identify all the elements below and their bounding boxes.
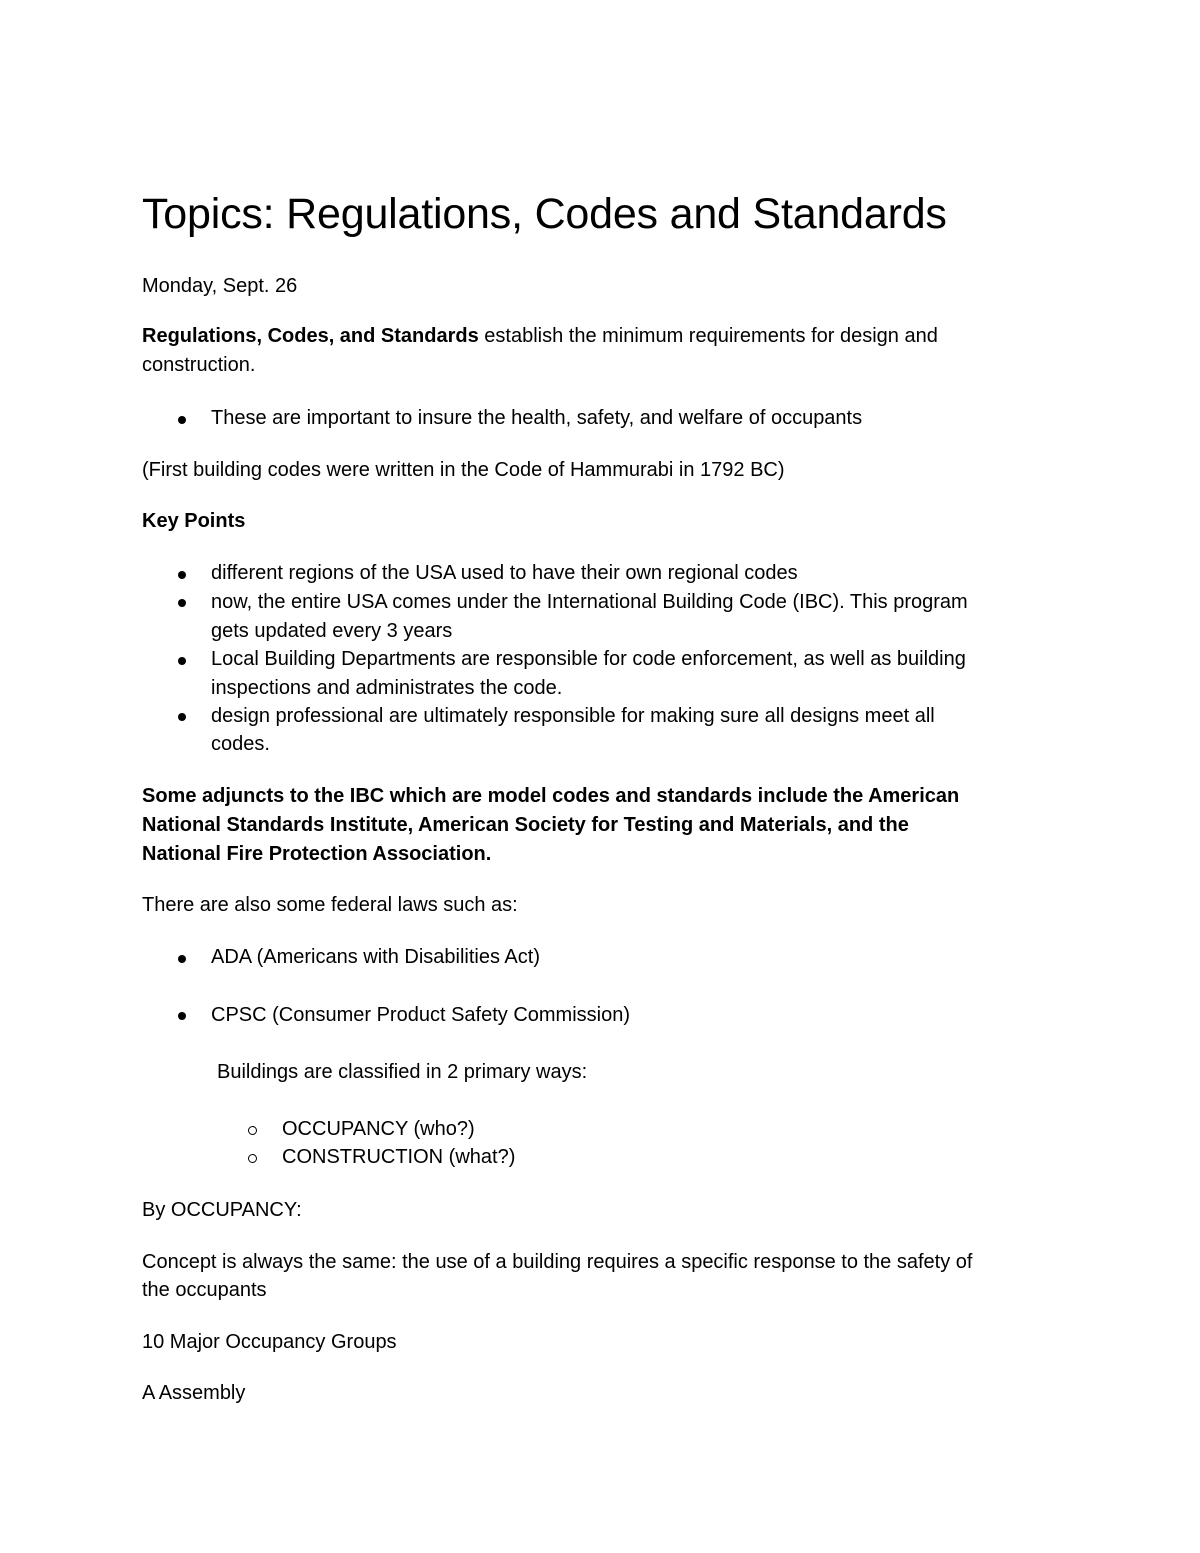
intro-line-1-rest: establish the minimum requirements for design and [478, 325, 938, 347]
key-point-3-line-1: Local Building Departments are responsible for code enforcement, as well as building [211, 648, 966, 670]
hollow-bullet-icon [248, 1126, 257, 1135]
key-points-heading: Key Points [142, 510, 246, 532]
bullet-icon [178, 713, 186, 721]
intro-paragraph-line-2: construction. [142, 354, 256, 376]
adjuncts-line-3: National Fire Protection Association. [142, 843, 492, 865]
key-point-2-line-1: now, the entire USA comes under the International Building Code (IBC). This program [211, 591, 968, 613]
concept-line-1: Concept is always the same: the use of a building requires a specific response to the safety of [142, 1251, 973, 1273]
intro-paragraph-line-1 [142, 322, 938, 351]
federal-law-ada: ADA (Americans with Disabilities Act) [211, 946, 540, 968]
by-occupancy-heading: By OCCUPANCY: [142, 1199, 302, 1221]
bullet-icon [178, 657, 186, 665]
adjuncts-line-1: Some adjuncts to the IBC which are model codes and standards include the American [142, 785, 960, 807]
group-a-assembly: A Assembly [142, 1382, 246, 1404]
classification-intro: Buildings are classified in 2 primary ways: [217, 1061, 588, 1083]
adjuncts-line-2: National Standards Institute, American Society for Testing and Materials, and the [142, 814, 909, 836]
occupancy-groups-heading: 10 Major Occupancy Groups [142, 1331, 397, 1353]
key-point-1-line-1: different regions of the USA used to have their own regional codes [211, 562, 798, 584]
key-point-3-line-2: inspections and administrates the code. [211, 677, 563, 699]
page-title: Topics: Regulations, Codes and Standards [142, 190, 947, 238]
classification-construction: CONSTRUCTION (what?) [282, 1146, 516, 1168]
bullet-icon [178, 599, 186, 607]
key-point-4-line-2: codes. [211, 733, 270, 755]
intro-bullet-text: These are important to insure the health, safety, and welfare of occupants [211, 407, 863, 429]
bullet-icon [178, 416, 186, 424]
bullet-icon [178, 571, 186, 579]
date-line: Monday, Sept. 26 [142, 275, 298, 297]
classification-occupancy: OCCUPANCY (who?) [282, 1118, 475, 1140]
bullet-icon [178, 1012, 186, 1020]
history-note: (First building codes were written in the Code of Hammurabi in 1792 BC) [142, 459, 785, 481]
key-point-2-line-2: gets updated every 3 years [211, 620, 453, 642]
intro-bold-lead: Regulations, Codes, and Standards [142, 325, 479, 347]
hollow-bullet-icon [248, 1154, 257, 1163]
bullet-icon [178, 955, 186, 963]
key-point-4-line-1: design professional are ultimately responsible for making sure all designs meet all [211, 705, 935, 727]
federal-laws-intro: There are also some federal laws such as: [142, 894, 518, 916]
federal-law-cpsc: CPSC (Consumer Product Safety Commission) [211, 1004, 631, 1026]
concept-line-2: the occupants [142, 1279, 267, 1301]
